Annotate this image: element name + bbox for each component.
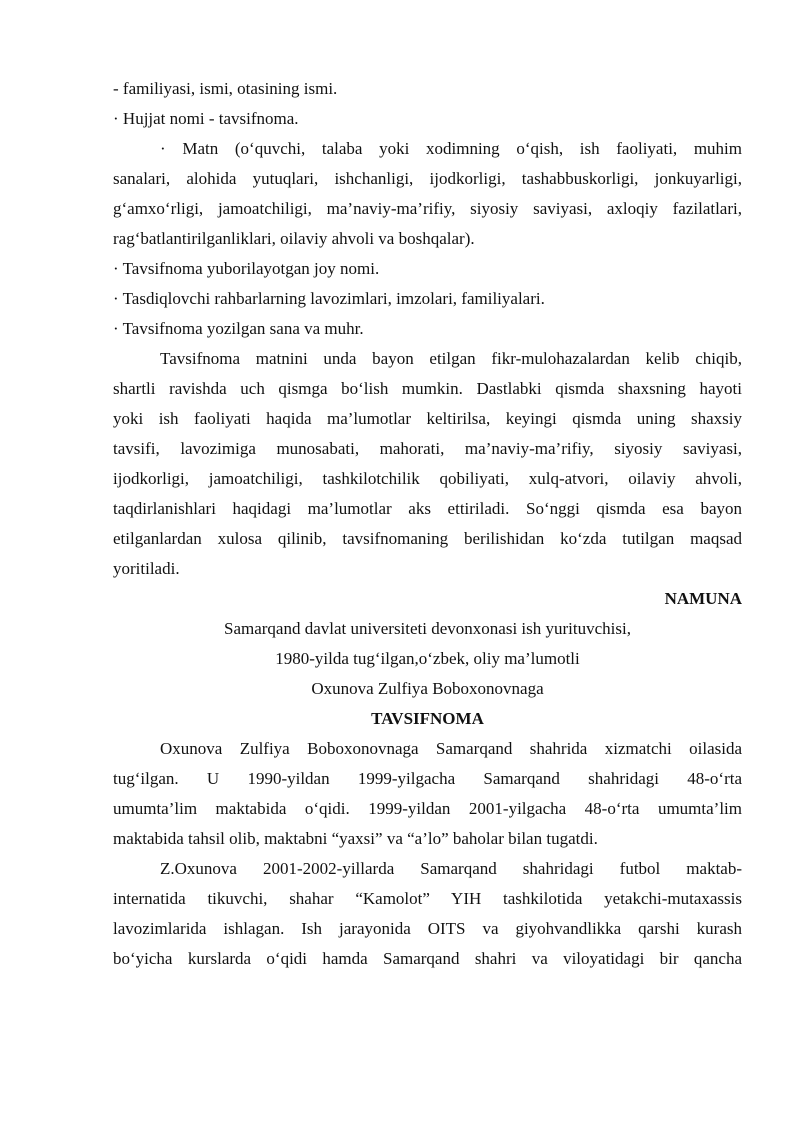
addressee-line: 1980-yilda tug‘ilgan,o‘zbek, oliy ma’lumotli <box>275 649 580 668</box>
list-item-date-stamp: · Tavsifnoma yozilgan sana va muhr. <box>113 319 364 338</box>
list-item-approvers: · Tasdiqlovchi rahbarlarning lavozimlari, imzolari, familiyalari. <box>113 289 545 308</box>
list-item-name: - familiyasi, ismi, otasining ismi. <box>113 79 338 98</box>
paragraph-line: umumta’lim maktabida o‘qidi. 1999-yildan 2001-yilgacha 48-o‘rta umumta’lim <box>113 799 742 818</box>
document-title: TAVSIFNOMA <box>371 709 484 728</box>
list-item-text-line: · Matn (o‘quvchi, talaba yoki xodimning o‘qish, ish faoliyati, muhim <box>160 139 742 158</box>
sample-label: NAMUNA <box>664 589 742 608</box>
paragraph-line: etilganlardan xulosa qilinib, tavsifnomaning berilishidan ko‘zda tutilgan maqsad <box>113 529 742 548</box>
paragraph-line: internatida tikuvchi, shahar “Kamolot” YIH tashkilotida yetakchi-mutaxassis <box>113 889 742 908</box>
paragraph-line: tavsifi, lavozimiga munosabati, mahorati, ma’naviy-ma’rifiy, siyosiy saviyasi, <box>113 439 742 458</box>
paragraph-line: ijodkorligi, jamoatchiligi, tashkilotchilik qobiliyati, xulq-atvori, oilaviy ahvoli, <box>113 469 742 488</box>
paragraph-line: taqdirlanishlari haqidagi ma’lumotlar aks ettiriladi. So‘nggi qismda esa bayon <box>113 499 742 518</box>
addressee-line: Oxunova Zulfiya Boboxonovnaga <box>311 679 544 698</box>
paragraph-line: tug‘ilgan. U 1990-yildan 1999-yilgacha Samarqand shahridagi 48-o‘rta <box>113 769 742 788</box>
paragraph-line: bo‘yicha kurslarda o‘qidi hamda Samarqand shahri va viloyatidagi bir qancha <box>113 949 742 968</box>
list-item-doc-name: · Hujjat nomi - tavsifnoma. <box>113 109 299 128</box>
paragraph-line: Oxunova Zulfiya Boboxonovnaga Samarqand shahrida xizmatchi oilasida <box>160 739 742 758</box>
addressee-line: Samarqand davlat universiteti devonxonasi ish yurituvchisi, <box>224 619 631 638</box>
list-item-text-line: rag‘batlantirilganliklari, oilaviy ahvoli va boshqalar). <box>113 229 475 248</box>
paragraph-line: Tavsifnoma matnini unda bayon etilgan fikr-mulohazalardan kelib chiqib, <box>160 349 742 368</box>
paragraph-line: maktabida tahsil olib, maktabni “yaxsi” va “a’lo” baholar bilan tugatdi. <box>113 829 598 848</box>
paragraph-line: yoki ish faoliyati haqida ma’lumotlar keltirilsa, keyingi qismda uning shaxsiy <box>113 409 742 428</box>
paragraph-line: shartli ravishda uch qismga bo‘lish mumkin. Dastlabki qismda shaxsning hayoti <box>113 379 742 398</box>
paragraph-line: lavozimlarida ishlagan. Ish jarayonida OITS va giyohvandlikka qarshi kurash <box>113 919 742 938</box>
list-item-destination: · Tavsifnoma yuborilayotgan joy nomi. <box>113 259 380 278</box>
paragraph-line: Z.Oxunova 2001-2002-yillarda Samarqand shahridagi futbol maktab- <box>160 859 742 878</box>
list-item-text-line: g‘amxo‘rligi, jamoatchiligi, ma’naviy-ma’rifiy, siyosiy saviyasi, axloqiy fazilatlari, <box>113 199 742 218</box>
paragraph-line: yoritiladi. <box>113 559 180 578</box>
list-item-text-line: sanalari, alohida yutuqlari, ishchanligi, ijodkorligi, tashabbuskorligi, jonkuyarligi, <box>113 169 742 188</box>
